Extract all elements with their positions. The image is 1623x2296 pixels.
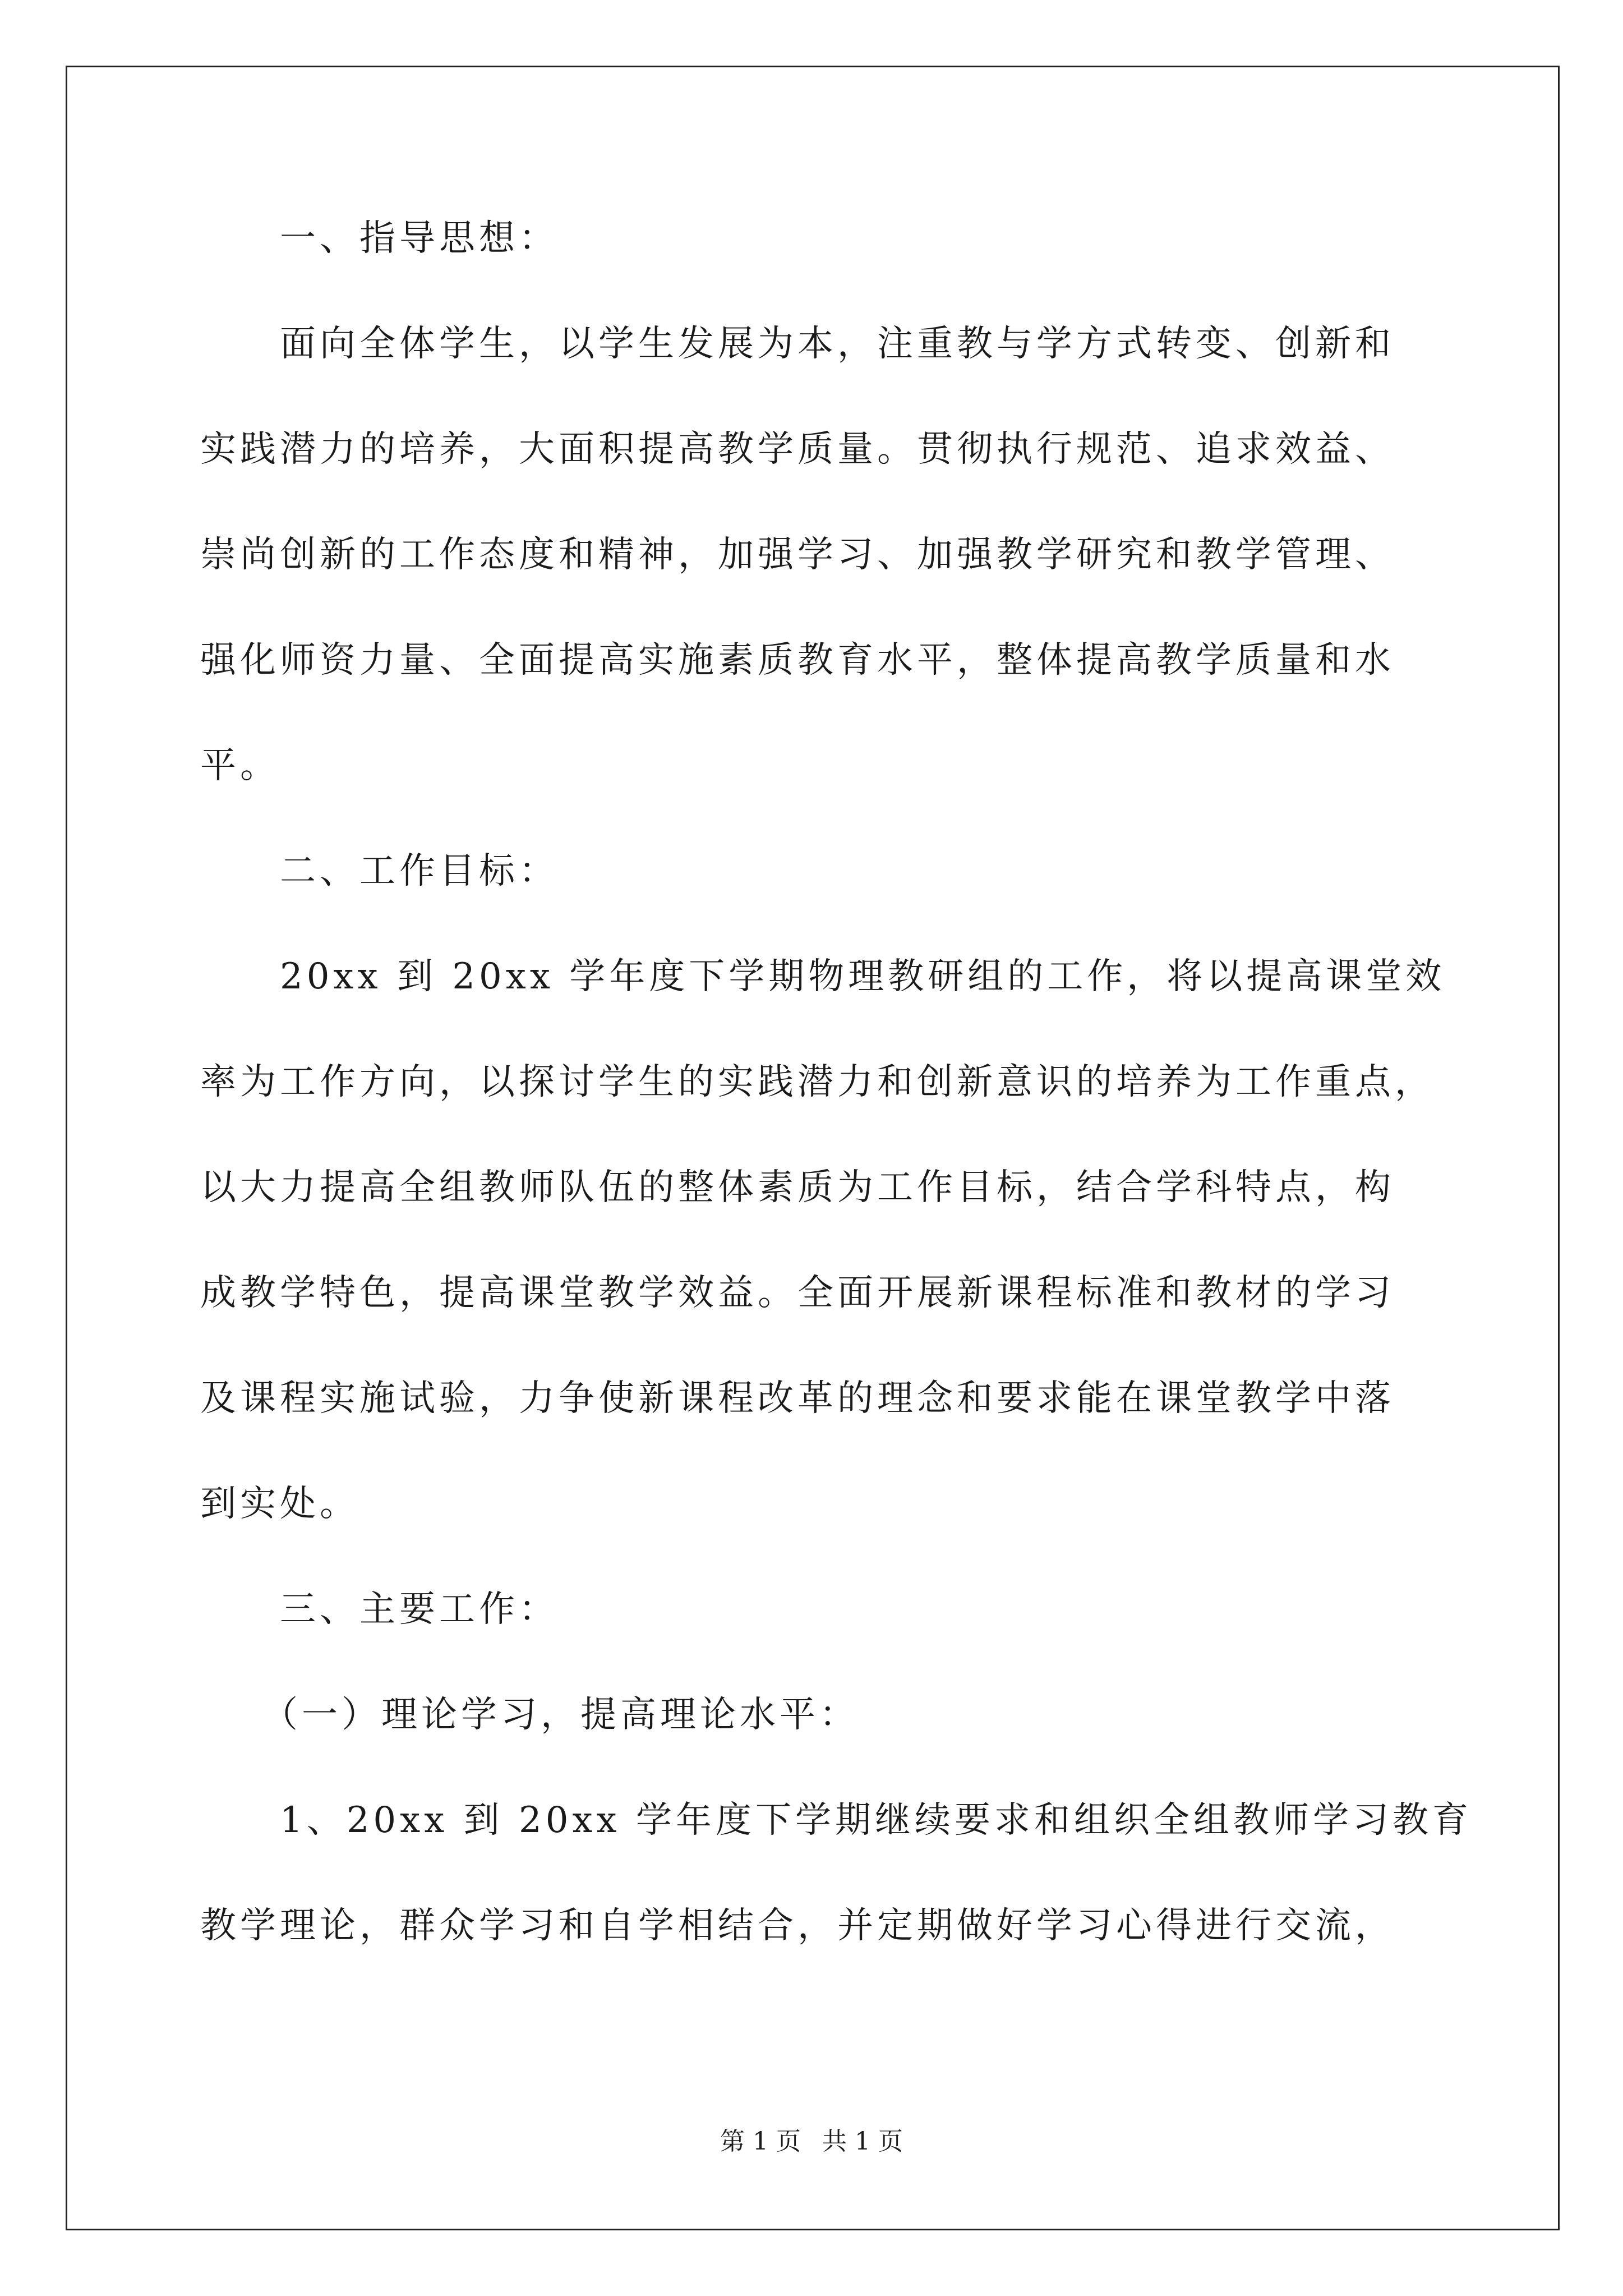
text-line: 强化师资力量、全面提高实施素质教育水平，整体提高教学质量和水 <box>200 639 1395 681</box>
text-line: 率为工作方向，以探讨学生的实践潜力和创新意识的培养为工作重点， <box>200 1061 1435 1103</box>
text-line: 面向全体学生，以学生发展为本，注重教与学方式转变、创新和 <box>200 323 1395 365</box>
text-line: 二、工作目标： <box>200 850 559 892</box>
text-line: 三、主要工作： <box>200 1589 559 1630</box>
page-total: 共 1 页 <box>822 2127 903 2156</box>
text-line: 及课程实施试验，力争使新课程改革的理念和要求能在课堂教学中落 <box>200 1378 1395 1419</box>
text-line: 1、20xx 到 20xx 学年度下学期继续要求和组织全组教师学习教育 <box>200 1800 1472 1841</box>
text-line: 教学理论，群众学习和自学相结合，并定期做好学习心得进行交流， <box>200 1905 1395 1947</box>
text-line: 成教学特色，提高课堂教学效益。全面开展新课程标准和教材的学习 <box>200 1272 1395 1314</box>
text-line: 到实处。 <box>200 1483 359 1525</box>
text-line: 20xx 到 20xx 学年度下学期物理教研组的工作，将以提高课堂效 <box>200 956 1446 997</box>
text-line: 实践潜力的培养，大面积提高教学质量。贯彻执行规范、追求效益、 <box>200 429 1395 470</box>
text-line: （一）理论学习，提高理论水平： <box>200 1694 859 1736</box>
page-footer <box>0 2125 1623 2159</box>
text-line: 一、指导思想： <box>200 218 559 259</box>
page-number: 第 1 页 <box>720 2127 801 2156</box>
text-line: 平。 <box>200 745 280 786</box>
text-line: 以大力提高全组教师队伍的整体素质为工作目标，结合学科特点，构 <box>200 1167 1395 1208</box>
text-line: 崇尚创新的工作态度和精神，加强学习、加强教学研究和教学管理、 <box>200 534 1395 576</box>
